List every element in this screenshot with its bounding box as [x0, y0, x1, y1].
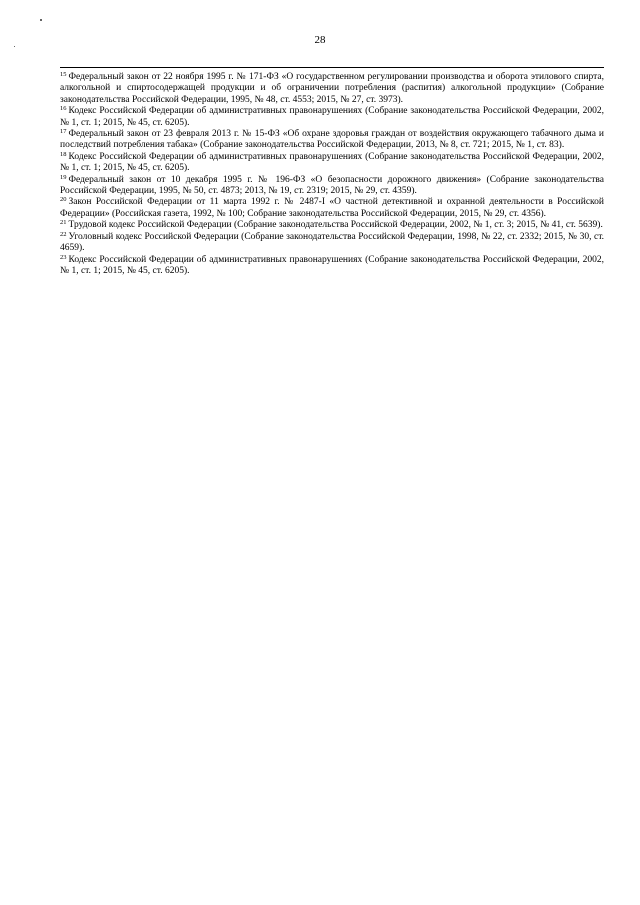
footnote — [60, 220, 604, 231]
footnote-number: 22 — [60, 230, 67, 238]
footnote-text: Кодекс Российской Федерации об административных правонарушениях (Собрание законодательства Российской Федерации, 2002, № 1, ст. 1; 2015, № 45, ст. 6205). — [60, 106, 604, 128]
footnotes-section — [60, 67, 604, 277]
scan-artifact-dot — [14, 46, 15, 47]
page-number: 28 — [314, 34, 326, 46]
footnote-number: 23 — [60, 253, 67, 261]
footnote-number: 16 — [60, 105, 67, 113]
footnote — [60, 129, 604, 152]
footnote-text: Уголовный кодекс Российской Федерации (Собрание законодательства Российской Федерации, 1998, № 22, ст. 2332; 2015, № 30, ст. 4659). — [60, 231, 604, 254]
footnote-text: Закон Российской Федерации от 11 марта 1992 г. № 2487-I «О частной детективной и охранной деятельности в Российской Федерации» (Российская газета, 1992, № 100; Собрание законодательства Российской Федерации, 2015, № 29, ст. 4356). — [60, 197, 604, 219]
footnote-text: Кодекс Российской Федерации об административных правонарушениях (Собрание законодательства Российской Федерации, 2002, № 1, ст. 1; 2015, № 45, ст. 6205). — [60, 151, 604, 174]
footnote — [60, 197, 604, 220]
footnote — [60, 152, 604, 175]
footnote — [60, 255, 604, 278]
footnote — [60, 175, 604, 198]
footnote-number: 19 — [60, 173, 67, 181]
footnote — [60, 106, 604, 129]
footnote-text: Федеральный закон от 22 ноября 1995 г. № 171-ФЗ «О государственном регулировании производства и оборота этилового спирта, алкогольной и спиртосодержащей продукции и об ограничении потребления (распития) алкогольной продукции» (Собрание законодательства Российской Федерации, 1995, № 48, ст. 4553; 2015, № 27, ст. 3973). — [60, 72, 604, 105]
scan-artifact-dot — [40, 19, 42, 21]
footnote-text: Трудовой кодекс Российской Федерации (Собрание законодательства Российской Федерации, 2002, № 1, ст. 3; 2015, № 41, ст. 5639). — [68, 220, 603, 231]
footnote-number: 18 — [60, 150, 67, 158]
footnote-number: 17 — [60, 128, 67, 136]
footnote-text: Кодекс Российской Федерации об административных правонарушениях (Собрание законодательства Российской Федерации, 2002, № 1, ст. 1; 2015, № 45, ст. 6205). — [60, 254, 604, 276]
footnote-text: Федеральный закон от 23 февраля 2013 г. № 15-ФЗ «Об охране здоровья граждан от воздействия окружающего табачного дыма и последствий потребления табака» (Собрание законодательства Российской Федерации, 2013, № 8, ст. 721; 2015, № 1, ст. 83). — [60, 129, 604, 151]
footnote — [60, 72, 604, 106]
footnote-number: 21 — [60, 219, 67, 227]
footnote-number: 15 — [60, 71, 67, 78]
footnote-text: Федеральный закон от 10 декабря 1995 г. № 196-ФЗ «О безопасности дорожного движения» (Собрание законодательства Российской Федерации, 1995, № 50, ст. 4873; 2013, № 19, ст. 2319; 2015, № 29, ст. 4359). — [60, 174, 604, 197]
footnote-number: 20 — [60, 196, 67, 204]
footnote — [60, 232, 604, 255]
